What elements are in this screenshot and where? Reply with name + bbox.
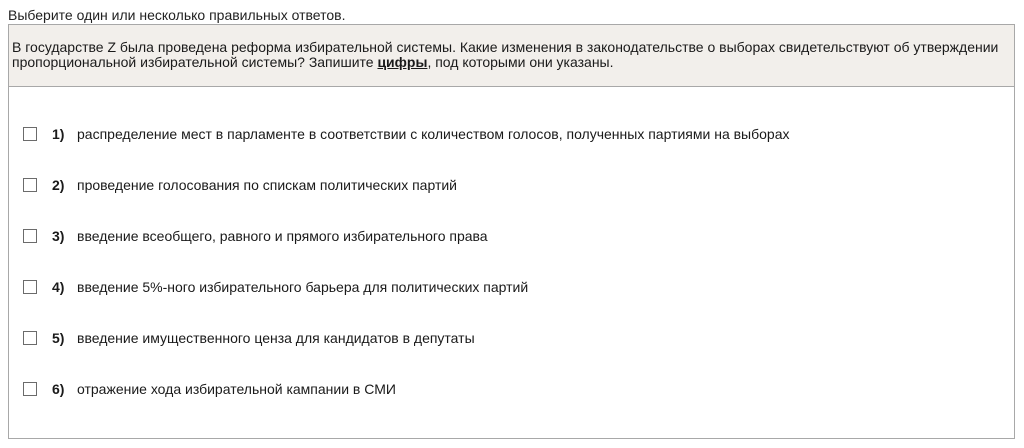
checkbox[interactable] <box>23 229 37 243</box>
answer-option-5[interactable] <box>23 328 475 348</box>
checkbox[interactable] <box>23 331 37 345</box>
answer-option-6[interactable] <box>23 379 396 399</box>
instruction-text: Выберите один или несколько правильных ответов. <box>8 7 346 23</box>
question-text-part1: В государстве Z была проведена реформа избирательной системы. Какие изменения в законодательстве о выборах свидетельствуют об утверждении пропорциональной избирательной системы? Запишите <box>12 39 999 70</box>
option-label: введение 5%-ного избирательного барьера для политических партий <box>77 279 529 295</box>
option-number: 1) <box>52 126 65 142</box>
option-label: введение имущественного ценза для кандидатов в депутаты <box>77 330 475 346</box>
checkbox[interactable] <box>23 382 37 396</box>
option-number: 2) <box>52 177 65 193</box>
question-text-part2: , под которыми они указаны. <box>427 54 614 70</box>
question-emphasis: цифры <box>377 54 428 70</box>
option-label: проведение голосования по спискам политических партий <box>77 177 458 193</box>
option-number: 4) <box>52 279 65 295</box>
checkbox[interactable] <box>23 178 37 192</box>
option-number: 5) <box>52 330 65 346</box>
question-panel <box>8 24 1015 439</box>
option-number: 6) <box>52 381 65 397</box>
answer-option-1[interactable] <box>23 124 790 144</box>
checkbox[interactable] <box>23 280 37 294</box>
option-label: введение всеобщего, равного и прямого избирательного права <box>77 228 488 244</box>
answer-option-4[interactable] <box>23 277 528 297</box>
option-label: распределение мест в парламенте в соответствии с количеством голосов, полученных партиями на выборах <box>77 126 790 142</box>
checkbox[interactable] <box>23 127 37 141</box>
answer-option-3[interactable] <box>23 226 488 246</box>
option-number: 3) <box>52 228 65 244</box>
question-text <box>9 25 1014 87</box>
answer-option-2[interactable] <box>23 175 457 195</box>
option-label: отражение хода избирательной кампании в СМИ <box>77 381 396 397</box>
